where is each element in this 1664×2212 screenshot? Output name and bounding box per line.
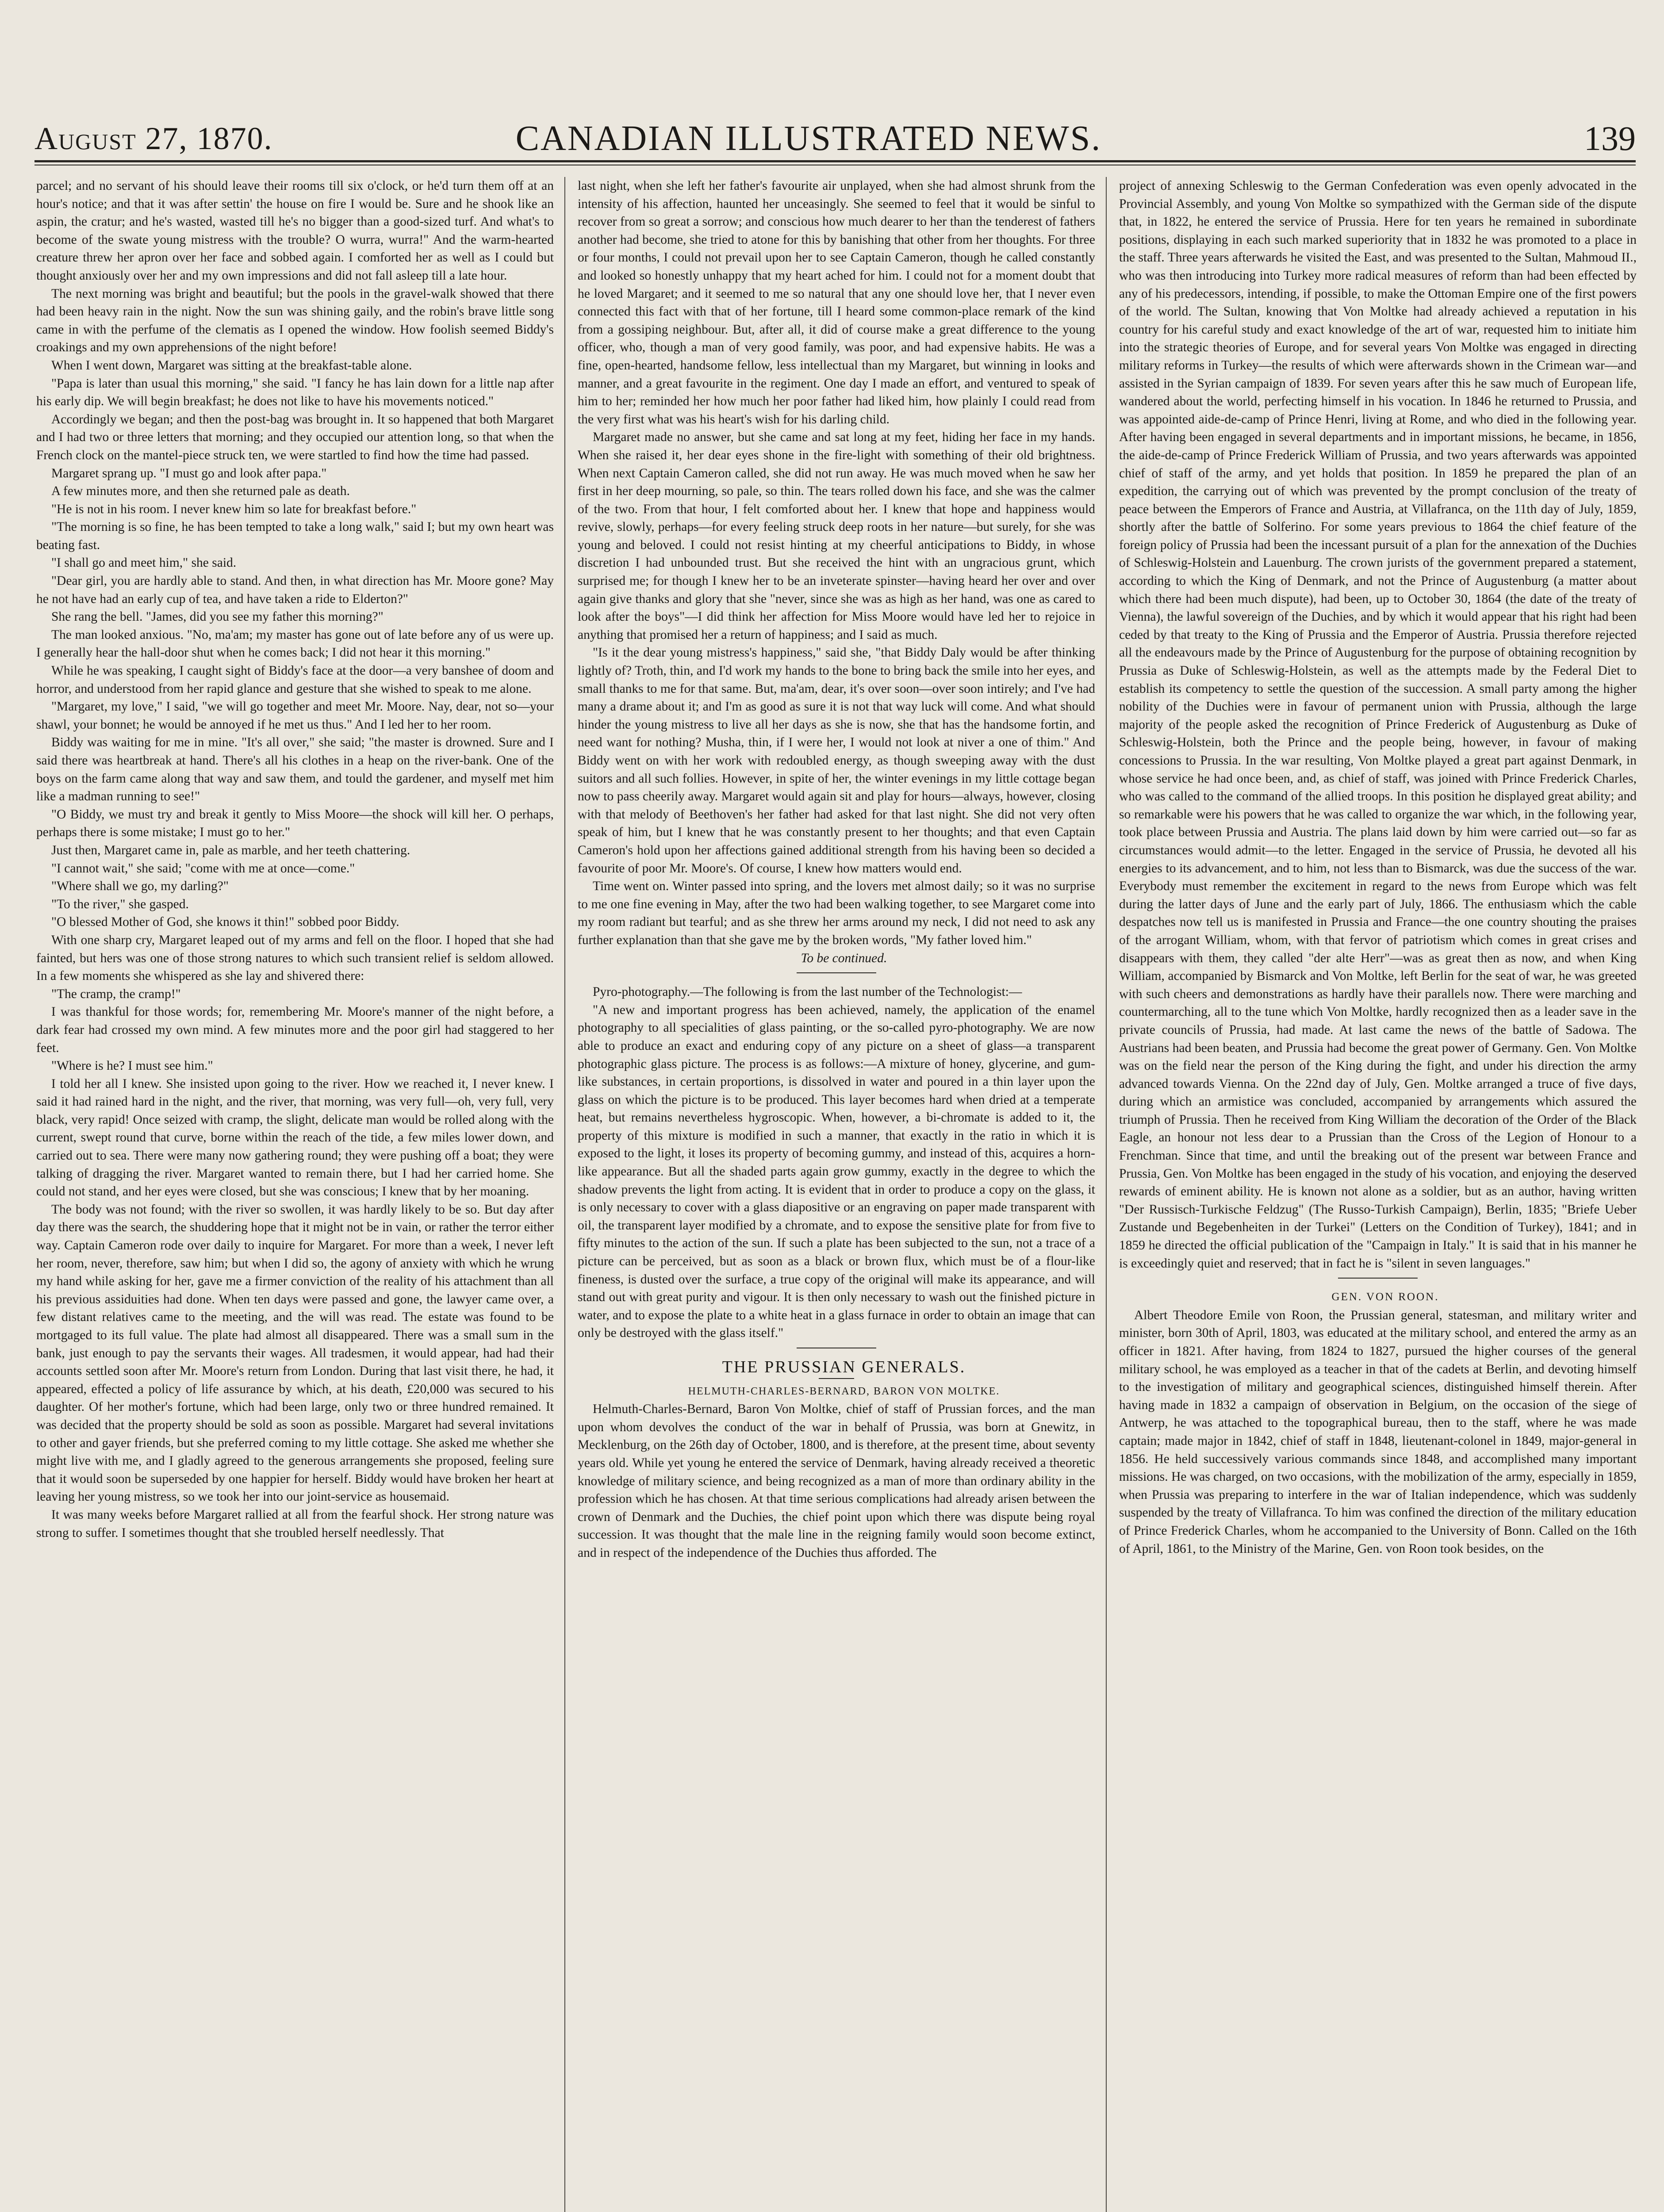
paragraph: "O blessed Mother of God, she knows it thin!" sobbed poor Biddy. [51, 915, 399, 929]
subhead-von-roon: GEN. VON ROON. [1331, 1291, 1439, 1303]
section-divider [1338, 1278, 1418, 1279]
section-subtitle-moltke: HELMUTH-CHARLES-BERNARD, BARON VON MOLTKE. [688, 1385, 1000, 1397]
pyro-photography-article [578, 983, 1095, 1342]
column-1-story [36, 177, 554, 2212]
paragraph: "To the river," she gasped. [51, 897, 189, 911]
section-divider [797, 972, 876, 973]
page-number: 139 [1584, 119, 1636, 157]
paragraph: I told her all I knew. She insisted upon going to the river. How we reached it, I never knew. I said it had rained hard in the night, and the river, that morning, was very full—oh, very full, very black, very rapid! Once seized with cramp, the slight, delicate man would be rolled along with the current, swept round that curve, borne within the reach of the tide, a few miles lower down, and carried out to sea. There were many now gathering round; they were pushing off a boat; they were talking of dragging the river. Margaret wanted to remain there, but I had her carried home. She could not stand, and her eyes were closed, but she was conscious; I knew that by her moaning. [36, 1076, 554, 1199]
column-2 [578, 177, 1095, 2212]
page-header [35, 116, 1636, 156]
paragraph: I was thankful for those words; for, remembering Mr. Moore's manner of the night before, a dark fear had crossed my own mind. A few minutes more and the poor girl had staggered to her feet. [36, 1005, 554, 1055]
paragraph: While he was speaking, I caught sight of Biddy's face at the door—a very banshee of doom and horror, and understood from her rapid glance and gesture that she wished to speak to me alone. [36, 664, 554, 696]
paragraph: "I shall go and meet him," she said. [51, 556, 237, 570]
paragraph: The next morning was bright and beautiful; but the pools in the gravel-walk showed that there had been heavy rain in the night. Now the sun was shining gaily, and the robin's brave little song came in with the perfume of the clematis as I opened the window. How foolish seemed Biddy's croakings and my own apprehensions of the night before! [36, 286, 554, 355]
paragraph: With one sharp cry, Margaret leaped out of my arms and fell on the floor. I hoped that she had fainted, but hers was one of those strong natures to which such transient relief is seldom allowed. In a few moments she whispered as she lay and shivered there: [36, 933, 554, 983]
paragraph: "I cannot wait," she said; "come with me at once—come." [51, 861, 355, 876]
paragraph: "Where shall we go, my darling?" [51, 879, 229, 894]
section-title-prussian-generals: THE PRUSSIAN GENERALS. [722, 1358, 966, 1376]
story-continuation [578, 177, 1095, 949]
paragraph: A few minutes more, and then she returned pale as death. [51, 484, 350, 499]
paragraph: "Dear girl, you are hardly able to stand. And then, in what direction has Mr. Moore gone? May he not have had an early cup of tea, and have taken a ride to Elderton?" [36, 574, 554, 606]
to-be-continued: To be continued. [801, 951, 887, 965]
paragraph: "A new and important progress has been achieved, namely, the application of the enamel photography to all specialities of glass painting, or the so-called pyro-photography. We are now able to produce an exact and enduring copy of any picture on a sheet of glass—a transparent photographic glass picture. The process is as follows:—A mixture of honey, glycerine, and gum-like substances, in certain proportions, is dissolved in water and poured in a thin layer upon the glass on which the picture is to be produced. This layer becomes hard when dried at a temperate heat, but remains nevertheless hygroscopic. When, however, a bi-chromate is added to it, the property of this mixture is modified in such a manner, that exactly in the ratio in which it is exposed to the light, it loses its property of becoming gummy, and instead of this, acquires a horn-like appearance. But all the shaded parts again grow gummy, exactly in the degree to which the shadow prevents the light from acting. It is evident that in order to produce a copy on the glass, it is only necessary to cover with a glass diapositive or an engraving on paper made transparent with oil, the transparent layer modified by a chromate, and to expose the sensitive plate for from five to fifty minutes to the action of the sun. If such a plate has been subjected to the sun, not a trace of a picture can be perceived, but as soon as a black or brown flux, which must be of a flour-like fineness, is dusted over the surface, a true copy of the original will make its appearance, and will stand out with great purity and vigour. It is then only necessary to wash out the finished picture in water, and to expose the plate to a white heat in a glass furnace in order to obtain an image that can only be destroyed with the glass itself." [578, 1002, 1095, 1340]
paragraph: parcel; and no servant of his should leave their rooms till six o'clock, or he'd turn them off at an hour's notice; and that it was after settin' the house on fire I would be. Sure and he shook like an aspin, the cratur; and he's wasted, wasted till he's no bigger than a good-sized turf. And what's to become of the swate young mistress with the trouble? O wurra, wurra!" And the warm-hearted creature threw her apron over her face and sobbed again. I comforted her as well as I could but thought anxiously over her and my own impressions and did not fall asleep till a late hour. [36, 179, 554, 283]
paragraph: Albert Theodore Emile von Roon, the Prussian general, statesman, and military writer and minister, born 30th of April, 1803, was educated at the military school, and entered the army as an officer in 1821. After having, from 1824 to 1827, pursued the higher courses of the general military school, he was employed as a teacher in that of the cadets at Berlin, and devoting himself to the investigation of military and geographical sciences, distinguished himself therein. After having made in 1832 a campaign of observation in Belgium, on the occasion of the siege of Antwerp, he was attached to the topographical bureau, then to the staff, where he was made captain; made major in 1842, chief of staff in 1848, lieutenant-colonel in 1849, major-general in 1856. He held successively various commands since 1848, and accomplished many important missions. He was charged, on two occasions, with the mobilization of the army, especially in 1859, when Prussia was preparing to interfere in the war of Italian independence, which was suddenly suspended by the treaty of Villafranca. To him was confined the direction of the military education of Prince Frederick Charles, whom he accompanied to the University of Bonn. Called on the 16th of April, 1861, to the Ministry of the Marine, Gen. von Roon took besides, on the [1119, 1308, 1637, 1556]
paragraph: "O Biddy, we must try and break it gently to Miss Moore—the shock will kill her. O perhaps, perhaps there is some mistake; I must go to her." [36, 807, 554, 840]
masthead-title: CANADIAN ILLUSTRATED NEWS. [515, 119, 1102, 158]
paragraph: Margaret made no answer, but she came and sat long at my feet, hiding her face in my hands. When she raised it, her dear eyes shone in the fire-light with something of their old brightness. When next Captain Cameron called, she did not run away. He was much moved when he saw her first in her deep mourning, so pale, so thin. The tears rolled down his face, and she was the calmer of the two. From that hour, I felt comforted about her. I knew that hope and happiness would revive, slowly, perhaps—for every feeling struck deep roots in her nature—but surely, for she was young and beloved. I could not resist hinting at my cheerful anticipations to Biddy, in whose discretion I had unbounded trust. But she received the hint with an ungracious grunt, which surprised me; for though I knew her to be an inveterate spinster—having heard her over and over again give thanks and glory that she "never, since she was as high as her hand, was one as cared to look after the boys"—I did think her affection for Miss Moore would have led her to rejoice in anything that promised her a return of happiness; and I said as much. [578, 430, 1095, 642]
paragraph: "He is not in his room. I never knew him so late for breakfast before." [51, 502, 417, 516]
paragraph: "Margaret, my love," I said, "we will go together and meet Mr. Moore. Nay, dear, not so—your shawl, your bonnet; he would be annoyed if he met us thus." And I led her to her room. [36, 699, 554, 732]
paragraph: last night, when she left her father's favourite air unplayed, when she had almost shrunk from the intensity of his affection, haunted her unceasingly. She seemed to feel that it would be sinful to recover from so great a sorrow; and conscious how much dearer to her than the tenderest of fathers another had become, she tried to atone for this by banishing that other from her thoughts. For three or four months, I could not prevail upon her to see Captain Cameron, though he called constantly and looked so honestly unhappy that my heart ached for him. I could not for a moment doubt that he loved Margaret; and it seemed to me so natural that any one should love her, that I never even connected this fact with that of her fortune, till I heard some common-place remark of the kind from a gossiping neighbour. But, after all, it did of course make a great difference to the young officer, who, though a man of very good family, was poor, and had expensive habits. He was a fine, open-hearted, handsome fellow, less intellectual than my Margaret, but winning in looks and manner, and a great favourite in the regiment. One day I made an effort, and ventured to speak of him to her; reminded her how much her poor father had liked him, how plainly I could read from the very first what was his heart's wish for his darling child. [578, 179, 1095, 426]
paragraph: She rang the bell. "James, did you see my father this morning?" [51, 610, 383, 624]
paragraph: "Is it the dear young mistress's happiness," said she, "that Biddy Daly would be after thinking lightly of? Troth, thin, and I'd work my hands to the bone to bring back the smile into her eyes, and small thanks to me for that same. But, ma'am, dear, it's over soon—over soon intirely; and I've had many a drame about it; and I'm as good as sure it is not that way luck will come. And what should hinder the young mistress to live all her days as she is now, she that has the handsome fortin, and need want for nothing? Musha, thin, if I were her, I would not look at niver a one of thim." And Biddy went on with her work with redoubled energy, as though sweeping away with the dust suitors and all such follies. However, in spite of her, the winter evenings in my little cottage began now to pass cheerily away. Margaret would again sit and play for hours—always, however, closing with that melody of Beethoven's her father had asked for that last night. She did not very often speak of him, but I knew that he was constantly present to her thoughts; and that even Captain Cameron's hold upon her affections gained additional strength from his having been so decided a favourite of poor Mr. Moore's. Of course, I knew how matters would end. [578, 645, 1095, 876]
moltke-article [578, 1400, 1095, 1562]
paragraph: "Papa is later than usual this morning," she said. "I fancy he has lain down for a little nap after his early dip. We will begin breakfast; he does not like to have his movements noticed." [36, 376, 554, 409]
paragraph: It was many weeks before Margaret rallied at all from the fearful shock. Her strong nature was strong to suffer. I sometimes thought that she troubled herself needlessly. That [36, 1507, 554, 1540]
paragraph: The man looked anxious. "No, ma'am; my master has gone out of late before any of us were up. I generally hear the hall-door shut when he comes back; I did not hear it this morning." [36, 627, 554, 660]
header-rule [35, 160, 1636, 162]
paragraph: "The morning is so fine, he has been tempted to take a long walk," said I; but my own heart was beating fast. [36, 520, 554, 552]
column-divider-2 [1106, 177, 1107, 2212]
paragraph: "Where is he? I must see him." [51, 1059, 213, 1073]
paragraph: project of annexing Schleswig to the German Confederation was even openly advocated in the Provincial Assembly, and young Von Moltke so sympathized with the German side of the dispute that, in 1822, he entered the service of Prussia. Here for ten years he remained in subordinate positions, displaying in each such marked superiority that in 1832 he was promoted to a place in the staff. Three years afterwards he visited the East, and was presented to the Sultan, Mahmoud II., who was then introducing into Turkey more radical measures of reform than had been effected by any of his predecessors, intending, if possible, to make the Ottoman Empire one of the first powers of the world. The Sultan, knowing that Von Moltke had already achieved a reputation in his country for his careful study and exact knowledge of the art of war, requested him to initiate him into the strategic theories of Europe, and for several years Von Moltke was engaged in directing military reforms in Turkey—the results of which were afterwards shown in the Crimean war—and assisted in the Syrian campaign of 1839. For seven years after this he saw much of European life, wandered about the world, perfecting himself in his vocation. In 1846 he returned to Prussia, and was appointed aide-de-camp of Prince Henri, living at Rome, and who died in the following year. After having been engaged in several departments and in important missions, he became, in 1856, the aide-de-camp of Prince Frederick William of Prussia, and two years afterwards was appointed chief of staff of the army, and yet holds that position. In 1859 he prepared the plan of an expedition, the carrying out of which was prevented by the prompt conclusion of the treaty of peace between the Emperors of France and Austria, at Villafranca, on the 11th day of July, 1859, shortly after the battle of Solferino. For some years previous to 1864 the chief feature of the foreign policy of Prussia had been the incessant pursuit of a plan for the annexation of the Duchies of Schleswig-Holstein and Lauenburg. The crown jurists of the government prepared a statement, according to which the King of Denmark, and not the Prince of Augustenburg (a matter about which there had been much dispute), had been, up to October 30, 1864 (the date of the treaty of Vienna), the lawful sovereign of the Duchies, and by which it would appear that his right had been ceded by that treaty to the King of Prussia and the Emperor of Austria. Prussia therefore rejected all the endeavours made by the Prince of Augustenburg for the purpose of obtaining recognition by Prussia as Duke of Schleswig-Holstein, as well as the attempts made by the Federal Diet to establish its competency to settle the question of the succession. A small party among the higher nobility of the Duchies were in favour of permanent union with Prussia, although the large majority of the people asked the recognition of Prince Frederick of Augustenburg as Duke of Schleswig-Holstein, both the Prince and the people being, however, in favour of making concessions to Prussia. In the war resulting, Von Moltke played a great part against Denmark, in whose service he had once been, and, as chief of staff, was joined with Prince Frederick Charles, who was called to the command of the allied troops. In this position he displayed great ability; and so remarkable were his powers that he was called to organize the war which, in the following year, took place between Prussia and Austria. The plans laid down by him were carried out—so far as circumstances would admit—to the letter. Engaged in the service of Prussia, he devoted all his energies to its advancement, and to him, not less than to Bismarck, was due the success of the war. Everybody must remember the excitement in regard to the news from Europe which was felt during the latter days of June and the early part of July, 1866. The enthusiasm which the cable despatches now tell us is manifested in Prussia and France—the one country shouting the praises of the arrogant William, whom, with that fervor of patriotism which comes in great crises and disappears with them, they called "der alte Herr"—was as great then as now, and when King William, accompanied by Bismarck and Von Moltke, left Berlin for the seat of war, he was greeted with such cheers and demonstrations as hardly have their parallels now. There were marching and countermarching, all to the tune which Von Moltke, hardly recognized then as a leader save in the private councils of Prussia, had made. At last came the news of the battle of Sadowa. The Austrians had been beaten, and Prussia had become the great power of Germany. Gen. Von Moltke was on the field near the person of the King during the fight, and under his direction the army advanced towards Vienna. On the 22nd day of July, Gen. Moltke arranged a truce of five days, during which an armistice was concluded, accompanied by arrangements which assured the triumph of Prussia. Then he received from King William the decoration of the Order of the Black Eagle, an honour not less dear to a Prussian than the Cross of the Legion of Honour to a Frenchman. Since that time, and until the breaking out of the present war between France and Prussia, Gen. Von Moltke has been engaged in the study of his vocation, and enjoying the deserved rewards of eminent ability. He is known not alone as a soldier, but as an author, having written "Der Russisch-Turkische Feldzug" (The Russo-Turkish Campaign), Berlin, 1835; "Briefe Ueber Zustande und Begebenheiten in der Turkei" (Letters on the Condition of Turkey), 1841; and in 1859 he directed the official publication of the "Campaign in Italy." It is said that in his manner he is exceedingly quiet and reserved; that in fact he is "silent in seven languages." [1119, 179, 1637, 1271]
paragraph: Pyro-photography.—The following is from the last number of the Technologist:— [593, 985, 1022, 999]
paragraph: Biddy was waiting for me in mine. "It's all over," she said; "the master is drowned. Sure and I said there was heartbreak at hand. There's all his clothes in a heap on the river-bank. One of the boys on the farm came along that way and saw them, and tould the gardener, and myself met him like a madman running to see!" [36, 735, 554, 804]
paragraph: Accordingly we began; and then the post-bag was brought in. It so happened that both Margaret and I had two or three letters that morning; and they occupied our attention long, so that when the French clock on the mantel-piece struck ten, we were startled to find how the time had passed. [36, 412, 554, 462]
paragraph: Just then, Margaret came in, pale as marble, and her teeth chattering. [51, 843, 410, 857]
paragraph: "The cramp, the cramp!" [51, 987, 181, 1001]
column-divider-1 [564, 177, 565, 2212]
issue-date: August 27, 1870. [35, 121, 273, 156]
moltke-article-continued [1119, 177, 1637, 1272]
von-roon-article [1119, 1306, 1637, 1558]
column-3 [1119, 177, 1637, 2212]
paragraph: Helmuth-Charles-Bernard, Baron Von Moltke, chief of staff of Prussian forces, and the man upon whom devolves the conduct of the war in behalf of Prussia, was born at Gnewitz, in Mecklenburg, on the 26th day of October, 1800, and is therefore, at the present time, about seventy years old. While yet young he entered the service of Denmark, having already received a theoretic knowledge of military science, and being recognized as a man of more than ordinary ability in the profession which he has chosen. At that time serious complications had already arisen between the crown of Denmark and the Duchies, the chief point upon which there was dispute being royal succession. It was thought that the male line in the reigning family would soon become extinct, and in respect of the independence of the Duchies thus afforded. The [578, 1402, 1095, 1560]
paragraph: The body was not found; with the river so swollen, it was hardly likely to be so. But day after day there was the search, the shuddering hope that it might not be in vain, or rather the terror either way. Captain Cameron rode over daily to inquire for Margaret. For more than a week, I never left her room, never, therefore, saw him; but when I did so, the agony of anxiety with which he wrung my hand while asking for her, gave me a firmer conviction of the reality of his attachment than all his previous assiduities had done. When ten days were passed and gone, the lawyer came over, a few distant relatives came to the meeting, and the will was read. The estate was found to be mortgaged to its full value. The plate had almost all disappeared. There was a small sum in the bank, just enough to pay the servants their wages. All tradesmen, it would appear, had had their accounts settled soon after Mr. Moore's return from London. During that last visit there, he had, it appeared, effected a policy of life assurance by which, at his death, £20,000 was secured to his daughter. Of her mother's fortune, which had been large, only two or three hundred remained. It was decided that the property should be sold as soon as possible. Margaret had several invitations to other and gayer friends, but she preferred coming to my little cottage. She asked me whether she might live with me, and I gladly agreed to the generous arrangements she proposed, feeling sure that it would soon be superseded by one happier for herself. Biddy would have broken her heart at leaving her young mistress, so we took her into our joint-service as housemaid. [36, 1202, 554, 1504]
title-divider [819, 1378, 854, 1379]
paragraph: When I went down, Margaret was sitting at the breakfast-table alone. [51, 358, 412, 373]
paragraph: Time went on. Winter passed into spring, and the lovers met almost daily; so it was no surprise to me one fine evening in May, after the two had been walking together, to see Margaret come into my room radiant but tearful; and as she threw her arms around my neck, I did not need to ask any further explanation than that she gave me by the broken words, "My father loved him." [578, 879, 1095, 947]
paragraph: Margaret sprang up. "I must go and look after papa." [51, 466, 327, 480]
